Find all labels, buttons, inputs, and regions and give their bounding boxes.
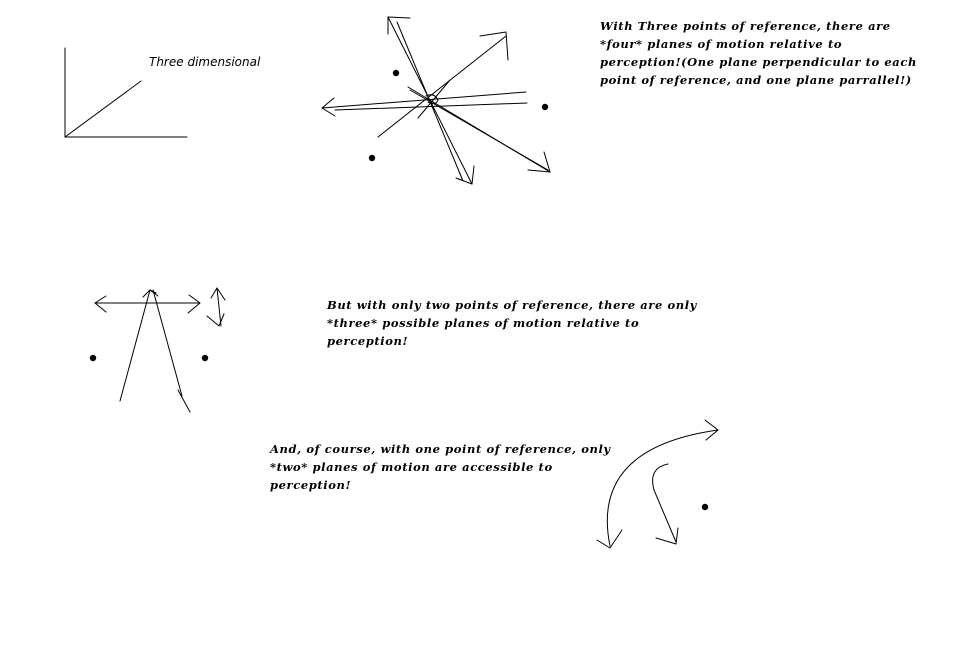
note-line: perception! [270, 478, 352, 492]
note-line: *four* planes of motion relative to [600, 37, 843, 51]
note-line: *three* possible planes of motion relative to [327, 316, 640, 330]
reference-point [393, 70, 399, 76]
reference-points-two [90, 355, 208, 361]
peak-lines [120, 290, 190, 412]
plane-arrow-3 [378, 32, 508, 137]
note-line: But with only two points of reference, there are only [327, 298, 697, 312]
two-planes-note [270, 440, 611, 494]
plane-arrow-7 [410, 90, 548, 170]
four-planes-arrows [322, 17, 550, 184]
large-curved-arrow [597, 420, 718, 548]
reference-point [542, 104, 548, 110]
note-line: And, of course, with one point of reference, only [270, 442, 611, 456]
reference-point [702, 504, 708, 510]
reference-point [202, 355, 208, 361]
small-curved-arrow [653, 464, 678, 544]
four-planes-note [600, 17, 917, 89]
note-line: point of reference, and one plane parrallel!) [600, 73, 912, 87]
note-line: perception! [327, 334, 409, 348]
three-planes-arrows [95, 288, 225, 412]
two-planes-arrows [597, 420, 718, 548]
note-line: *two* planes of motion are accessible to [270, 460, 553, 474]
note-line: With Three points of reference, there are [600, 19, 891, 33]
depth-axis [65, 81, 141, 137]
note-line: perception!(One plane perpendicular to each [600, 55, 917, 69]
reference-point [90, 355, 96, 361]
three-dimensional-label: Three dimensional [149, 55, 261, 69]
reference-point [369, 155, 375, 161]
vertical-double-arrow [207, 288, 225, 326]
reference-points-three [369, 70, 548, 161]
three-planes-note [327, 296, 697, 350]
